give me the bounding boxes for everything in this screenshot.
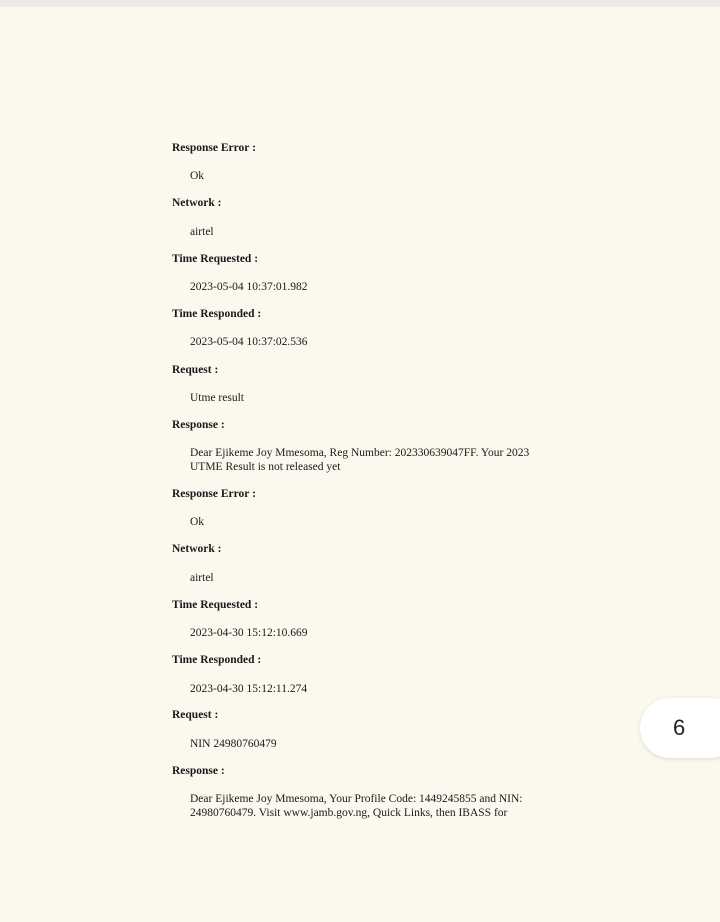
value-response-line-2: UTME Result is not released yet	[190, 461, 341, 473]
label-response: Response :	[172, 765, 225, 777]
value-time-responded: 2023-04-30 15:12:11.274	[190, 683, 308, 695]
label-request: Request :	[172, 364, 219, 376]
label-network: Network :	[172, 197, 222, 209]
value-time-responded: 2023-05-04 10:37:02.536	[190, 336, 308, 348]
value-request: Utme result	[190, 392, 244, 404]
value-network: airtel	[190, 572, 214, 584]
label-response-error: Response Error :	[172, 142, 256, 154]
page-number-badge[interactable]	[640, 698, 720, 758]
label-time-responded: Time Responded :	[172, 308, 262, 320]
page-number: 6	[673, 715, 686, 740]
label-time-requested: Time Requested :	[172, 599, 259, 611]
value-response-line-1: Dear Ejikeme Joy Mmesoma, Reg Number: 202330639047FF. Your 2023	[190, 447, 530, 459]
label-time-responded: Time Responded :	[172, 654, 262, 666]
label-response: Response :	[172, 419, 225, 431]
value-response-line-1: Dear Ejikeme Joy Mmesoma, Your Profile Code: 1449245855 and NIN:	[190, 793, 523, 805]
label-time-requested: Time Requested :	[172, 253, 259, 265]
label-response-error: Response Error :	[172, 488, 256, 500]
value-response-line-2: 24980760479. Visit www.jamb.gov.ng, Quick Links, then IBASS for	[190, 807, 508, 819]
value-request: NIN 24980760479	[190, 738, 277, 750]
label-request: Request :	[172, 709, 219, 721]
value-response-error: Ok	[190, 170, 205, 182]
value-network: airtel	[190, 226, 214, 238]
value-response-error: Ok	[190, 516, 205, 528]
value-time-requested: 2023-05-04 10:37:01.982	[190, 281, 308, 293]
label-network: Network :	[172, 543, 222, 555]
value-time-requested: 2023-04-30 15:12:10.669	[190, 627, 308, 639]
